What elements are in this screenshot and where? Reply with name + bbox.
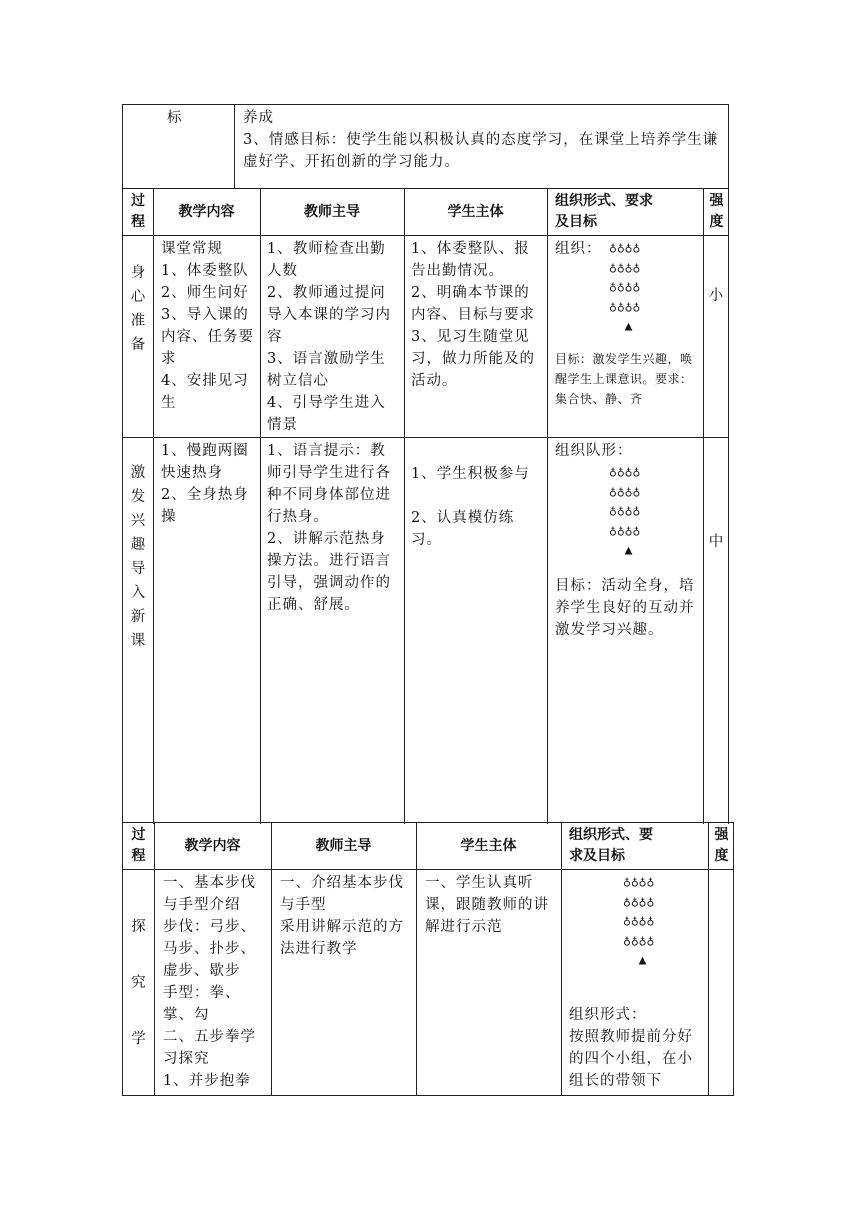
objectives-section bbox=[122, 104, 729, 189]
header2-teacher: 教师主导 bbox=[315, 838, 372, 854]
table2-teacher: 一、介绍基本步伐与手型 采用讲解示范的方法进行教学 bbox=[280, 875, 404, 957]
row1-org-label: 组织： bbox=[555, 241, 602, 257]
row2-process: 激 发 兴 趣 导 入 新 课 bbox=[130, 465, 146, 649]
row1-formation: ♁♁♁♁ ♁♁♁♁ ♁♁♁♁ ♁♁♁♁ ▲ bbox=[609, 241, 641, 334]
row1-process: 身 心 准 备 bbox=[130, 265, 146, 353]
row2-intensity: 中 bbox=[708, 534, 725, 550]
row2-org-label: 组织队形： bbox=[555, 443, 633, 459]
table2-formation: ♁♁♁♁ ♁♁♁♁ ♁♁♁♁ ♁♁♁♁ ▲ bbox=[623, 875, 655, 968]
header-intensity: 强 度 bbox=[709, 193, 724, 230]
objectives-text: 养成 3、情感目标：使学生能以积极认真的态度学习，在课堂上培养学生谦虚好学、开拓创新的学习能力。 bbox=[243, 110, 719, 170]
row1-content: 课堂常规 1、体委整队 2、师生问好 3、导入课的内容、任务要求 4、安排见习生 bbox=[161, 241, 254, 411]
table2-student: 一、学生认真听课，跟随教师的讲解进行示范 bbox=[425, 875, 549, 935]
header2-process: 过 程 bbox=[131, 827, 146, 864]
header-teacher: 教师主导 bbox=[304, 204, 360, 220]
header2-student: 学生主体 bbox=[460, 838, 517, 854]
header-student: 学生主体 bbox=[447, 204, 504, 220]
header-process: 过 程 bbox=[131, 193, 145, 230]
lesson-table-1 bbox=[122, 188, 729, 824]
table2-process: 探 究 学 bbox=[131, 919, 146, 1047]
row1-student: 1、体委整队、报告出勤情况。 2、明确本节课的内容、目标与要求 3、见习生随堂见习，做力所能及的活动。 bbox=[411, 241, 535, 389]
row2-formation: ♁♁♁♁ ♁♁♁♁ ♁♁♁♁ ♁♁♁♁ ▲ bbox=[609, 465, 641, 558]
lesson-table-2 bbox=[122, 822, 734, 1096]
header2-intensity: 强 度 bbox=[714, 827, 729, 864]
row2-student: 1、学生积极参与 2、认真模仿练习。 bbox=[411, 466, 530, 548]
header2-org: 组织形式、要 求及目标 bbox=[569, 827, 653, 864]
header2-content: 教学内容 bbox=[184, 838, 241, 854]
header-content: 教学内容 bbox=[178, 204, 235, 220]
header-org: 组织形式、要求 及目标 bbox=[555, 193, 653, 230]
table2-org-text: 组织形式： 按照教师提前分好的四个小组，在小组长的带领下 bbox=[569, 1007, 693, 1089]
row1-intensity: 小 bbox=[708, 288, 725, 304]
row2-goal: 目标：活动全身，培养学生良好的互动并激发学习兴趣。 bbox=[555, 578, 695, 638]
objectives-label: 标 bbox=[167, 110, 183, 126]
row2-teacher: 1、语言提示：教师引导学生进行各种不同身体部位进行热身。 2、讲解示范热身操方法。进行语言引导，强调动作的正确、舒展。 bbox=[267, 443, 391, 613]
table2-content: 一、基本步伐与手型介绍 步伐：弓步、马步、扑步、虚步、歇步 手型：拳、掌、勾 二、五步拳学习探究 1、并步抱拳 bbox=[163, 875, 256, 1089]
row1-teacher: 1、教师检查出勤人数 2、教师通过提问导入本课的学习内容 3、语言激励学生树立信心 4、引导学生进入情景 bbox=[267, 241, 391, 433]
row2-content: 1、慢跑两圈快速热身 2、全身热身操 bbox=[161, 443, 249, 525]
row1-goal: 目标：激发学生兴趣，唤醒学生上课意识。要求：集合快、静、齐 bbox=[555, 352, 693, 406]
